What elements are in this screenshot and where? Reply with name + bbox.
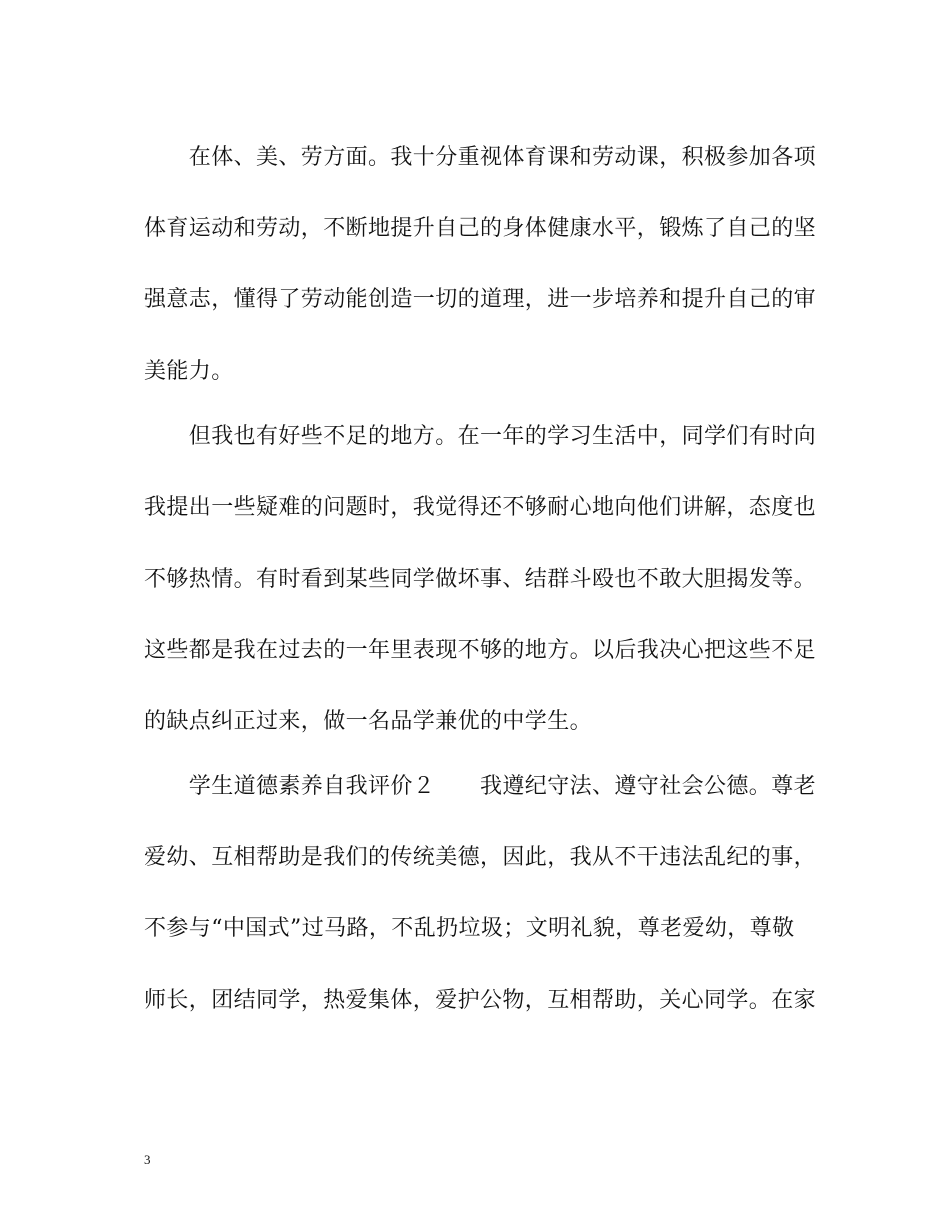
page-number: 3	[144, 1152, 151, 1167]
paragraph-line: 学生道德素养自我评价２ 我遵纪守法、遵守社会公德。尊老	[144, 774, 817, 799]
paragraph-line: 不参与“中国式”过马路，不乱扔垃圾；文明礼貌，尊老爱幼，尊敬	[144, 916, 795, 941]
paragraph-line: 但我也有好些不足的地方。在一年的学习生活中，同学们有时向	[144, 424, 817, 449]
paragraph-line: 我提出一些疑难的问题时，我觉得还不够耐心地向他们讲解，态度也	[144, 495, 817, 520]
paragraph-line: 不够热情。有时看到某些同学做坏事、结群斗殴也不敢大胆揭发等。	[144, 567, 817, 592]
paragraph-line: 爱幼、互相帮助是我们的传统美德，因此，我从不干违法乱纪的事，	[144, 845, 817, 870]
paragraph-line: 体育运动和劳动，不断地提升自己的身体健康水平，锻炼了自己的坚	[144, 216, 817, 241]
paragraph-line: 美能力。	[144, 359, 234, 384]
paragraph-line: 强意志，懂得了劳动能创造一切的道理，进一步培养和提升自己的审	[144, 287, 817, 312]
paragraph-line: 的缺点纠正过来，做一名品学兼优的中学生。	[144, 709, 593, 734]
paragraph-line: 这些都是我在过去的一年里表现不够的地方。以后我决心把这些不足	[144, 638, 817, 663]
paragraph-line: 师长，团结同学，热爱集体，爱护公物，互相帮助，关心同学。在家	[144, 988, 817, 1013]
paragraph-line: 在体、美、劳方面。我十分重视体育课和劳动课，积极参加各项	[144, 145, 817, 170]
